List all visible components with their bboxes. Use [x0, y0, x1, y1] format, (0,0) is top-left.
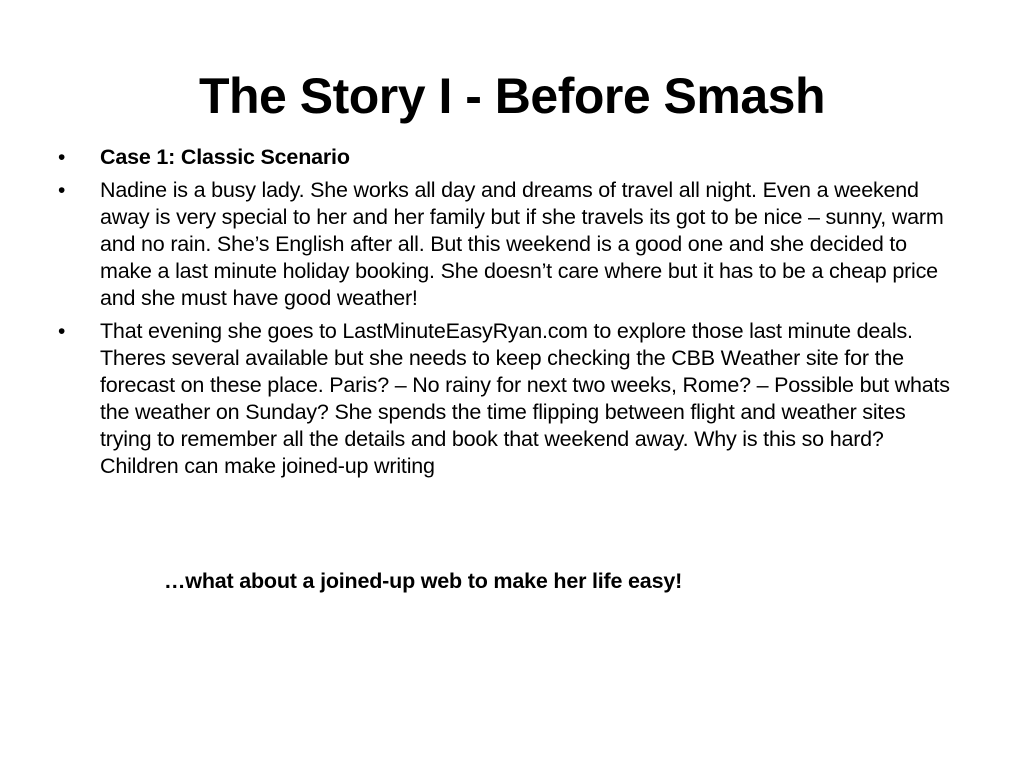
bullet-marker: •	[58, 179, 66, 202]
bullet-item-case	[56, 144, 956, 171]
bullet-text-evening: That evening she goes to LastMinuteEasyRyan.com to explore those last minute deals. Theres several available but she needs to keep checking the CBB Weather site for the forecast on these place. Paris? – No rainy for next two weeks, Rome? – Possible but whats the weather on Sunday? She spends the time flipping between flight and weather sites trying to remember all the details and book that weekend away. Why is this so hard? Children can make joined-up writing	[100, 319, 950, 478]
bullet-marker: •	[58, 320, 66, 343]
slide-title: The Story I - Before Smash	[198, 68, 826, 124]
bullet-marker: •	[58, 146, 66, 169]
bullet-list	[56, 144, 956, 486]
bullet-item-nadine	[56, 177, 956, 312]
bullet-text-nadine: Nadine is a busy lady. She works all day and dreams of travel all night. Even a weekend away is very special to her and her family but if she travels its got to be nice – sunny, warm and no rain. She’s English after all. But this weekend is a good one and she decided to make a last minute holiday booking. She doesn’t care where but it has to be a cheap price and she must have good weather!	[100, 178, 944, 310]
bullet-item-evening	[56, 318, 956, 480]
closing-statement: …what about a joined-up web to make her life easy!	[164, 569, 683, 593]
bullet-text-case-heading: Case 1: Classic Scenario	[100, 145, 350, 169]
